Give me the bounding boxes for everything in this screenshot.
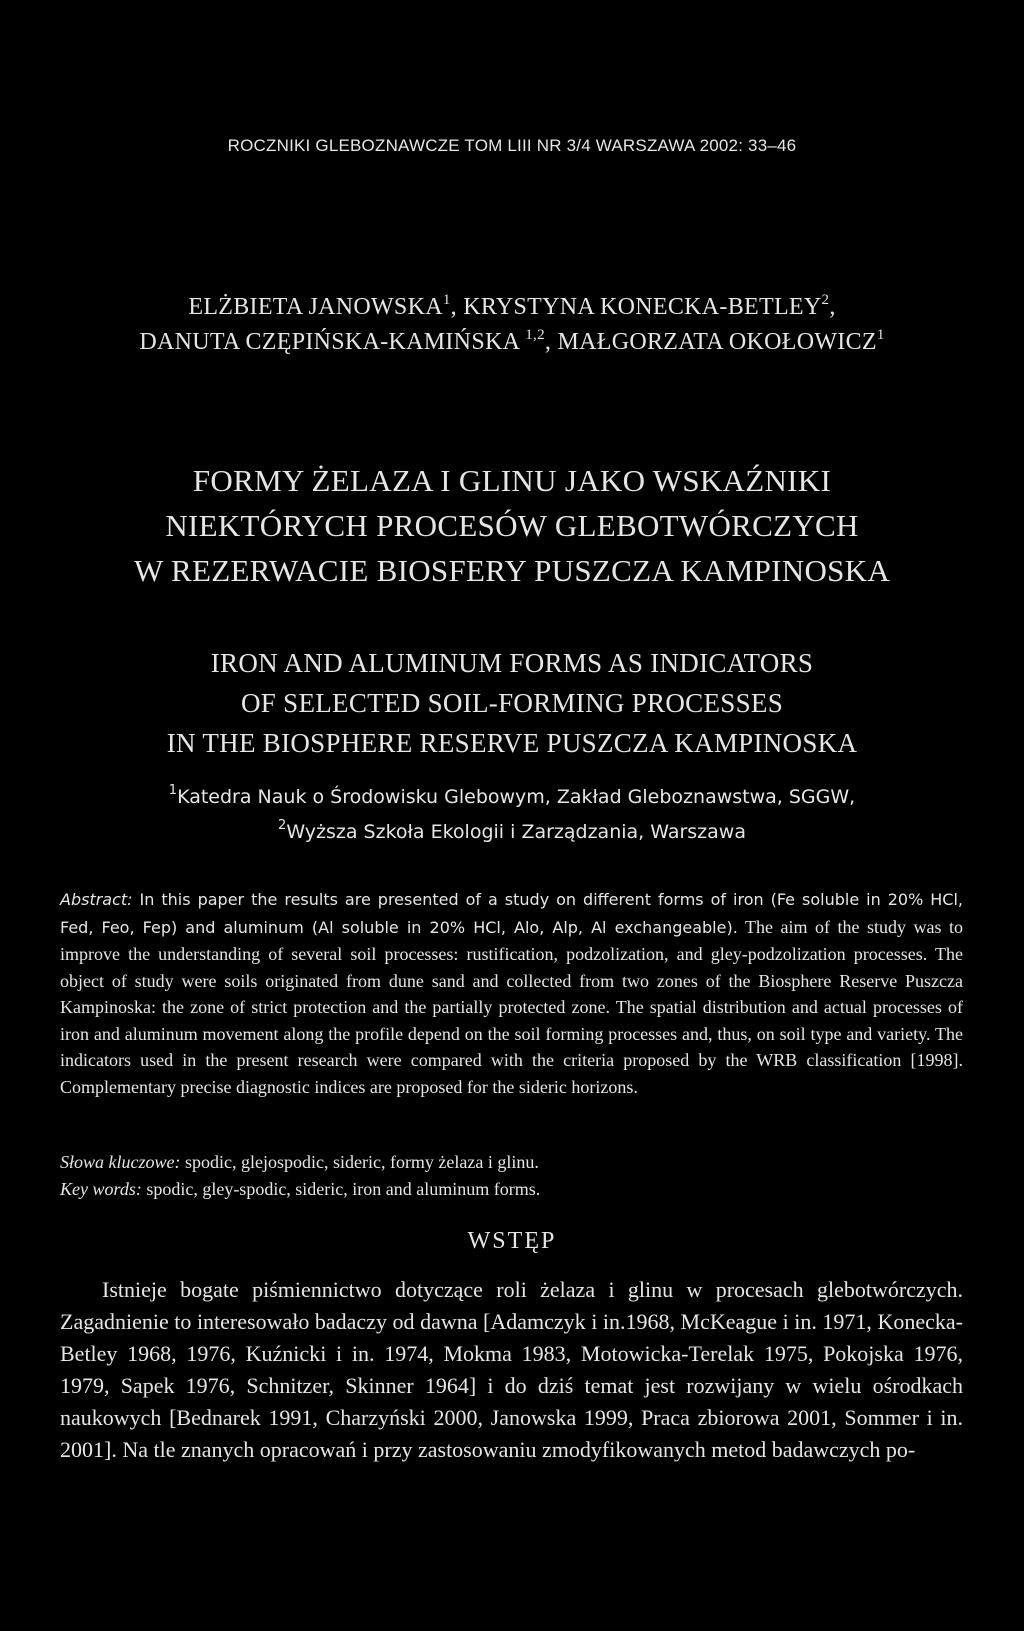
keywords-polish-label: Słowa kluczowe: [60,1152,181,1172]
affiliation-2 [0,815,1024,850]
keywords-english [60,1176,963,1202]
affiliation-mark: 1 [168,783,178,798]
affiliation-mark: 2 [278,818,287,833]
authors-line-1: ELŻBIETA JANOWSKA$^1$, KRYSTYNA KONECKA-BETLEY$^2$, [188,292,836,320]
authors-line-2: DANUTA CZĘPIŃSKA-KAMIŃSKA $^{1,2}$, MAŁGORZATA OKOŁOWICZ$^1$ [139,327,885,355]
abstract [60,886,963,1100]
author-name: ELŻBIETA JANOWSKA [188,294,443,320]
keywords-english-label: Key words: [60,1179,142,1199]
keywords-polish-text: spodic, glejospodic, sideric, formy żelaza i glinu. [180,1152,539,1172]
journal-header: ROCZNIKI GLEBOZNAWCZE TOM LIII NR 3/4 WARSZAWA 2002: 33–46 [227,136,797,155]
author-affiliation-mark: 1 [442,292,451,308]
affiliation-text: Katedra Nauk o Środowisku Glebowym, Zakład Gleboznawstwa, SGGW, [177,786,856,808]
author-name: MAŁGORZATA OKOŁOWICZ [557,329,877,355]
title-english [0,643,1024,763]
affiliation-text: Wyższa Szkoła Ekologii i Zarządzania, Warszawa [286,821,746,843]
abstract-label: Abstract: [60,890,133,909]
title-polish-line: W REZERWACIE BIOSFERY PUSZCZA KAMPINOSKA [133,553,891,588]
title-english-line: IRON AND ALUMINUM FORMS AS INDICATORS [210,648,814,678]
title-english-line: IN THE BIOSPHERE RESERVE PUSZCZA KAMPINOSKA [166,728,858,758]
author-name: DANUTA CZĘPIŃSKA-KAMIŃSKA [139,329,519,355]
author-affiliation-mark: 1,2 [525,327,545,343]
abstract-text-part1: In this paper the results are presented of a study on different forms of iron (Fe soluble in 20% HCl, Fed, Feo, Fep) and aluminum (Al soluble in 20% HCl, Alo, Alp, Al exchangeable). [60,890,963,937]
author-name: KRYSTYNA KONECKA-BETLEY [463,294,822,320]
author-list [0,290,1024,360]
keywords-english-text: spodic, gley-spodic, sideric, iron and aluminum forms. [141,1179,541,1199]
affiliation-1 [0,780,1024,815]
title-polish-line: NIEKTÓRYCH PROCESÓW GLEBOTWÓRCZYCH [165,508,859,543]
keywords-polish [60,1149,963,1175]
title-polish [0,458,1024,593]
affiliations [0,780,1024,850]
abstract-text-part2: The aim of the study was to improve the understanding of several soil processes: rustification, podzolization, and gley-podzolization processes. The object of study were soils originated from dune sand and collected from two zones of the Biosphere Reserve Puszcza Kampinoska: the zone of strict protection and the partially protected zone. The spatial distribution and actual processes of iron and aluminum movement along the profile depend on the soil forming processes and, thus, on soil type and variety. The indicators used in the present research were compared with the criteria proposed by the WRB classification [1998]. Complementary precise diagnostic indices are proposed for the sideric horizons. [60,916,963,1097]
title-polish-line: FORMY ŻELAZA I GLINU JAKO WSKAŹNIKI [192,463,832,498]
author-affiliation-mark: 1 [876,327,885,343]
section-heading: WSTĘP [467,1228,557,1254]
author-affiliation-mark: 2 [821,292,830,308]
intro-paragraph: Istnieje bogate piśmiennictwo dotyczące roli żelaza i glinu w procesach glebotwórczych. Zagadnienie to interesowało badaczy od dawna [Adamczyk i in.1968, McKeague i in. 1971, Konecka-Betley 1968, 1976, Kuźnicki i in. 1974, Mokma 1983, Motowicka-Terelak 1975, Pokojska 1976, 1979, Sapek 1976, Schnitzer, Skinner 1964] i do dziś temat jest rozwijany w wielu ośrodkach naukowych [Bednarek 1991, Charzyński 2000, Janowska 1999, Praca zbiorowa 2001, Sommer i in. 2001]. Na tle znanych opracowań i przy zastosowaniu zmodyfikowanych metod badawczych po- [60,1277,963,1462]
title-english-line: OF SELECTED SOIL-FORMING PROCESSES [240,688,784,718]
